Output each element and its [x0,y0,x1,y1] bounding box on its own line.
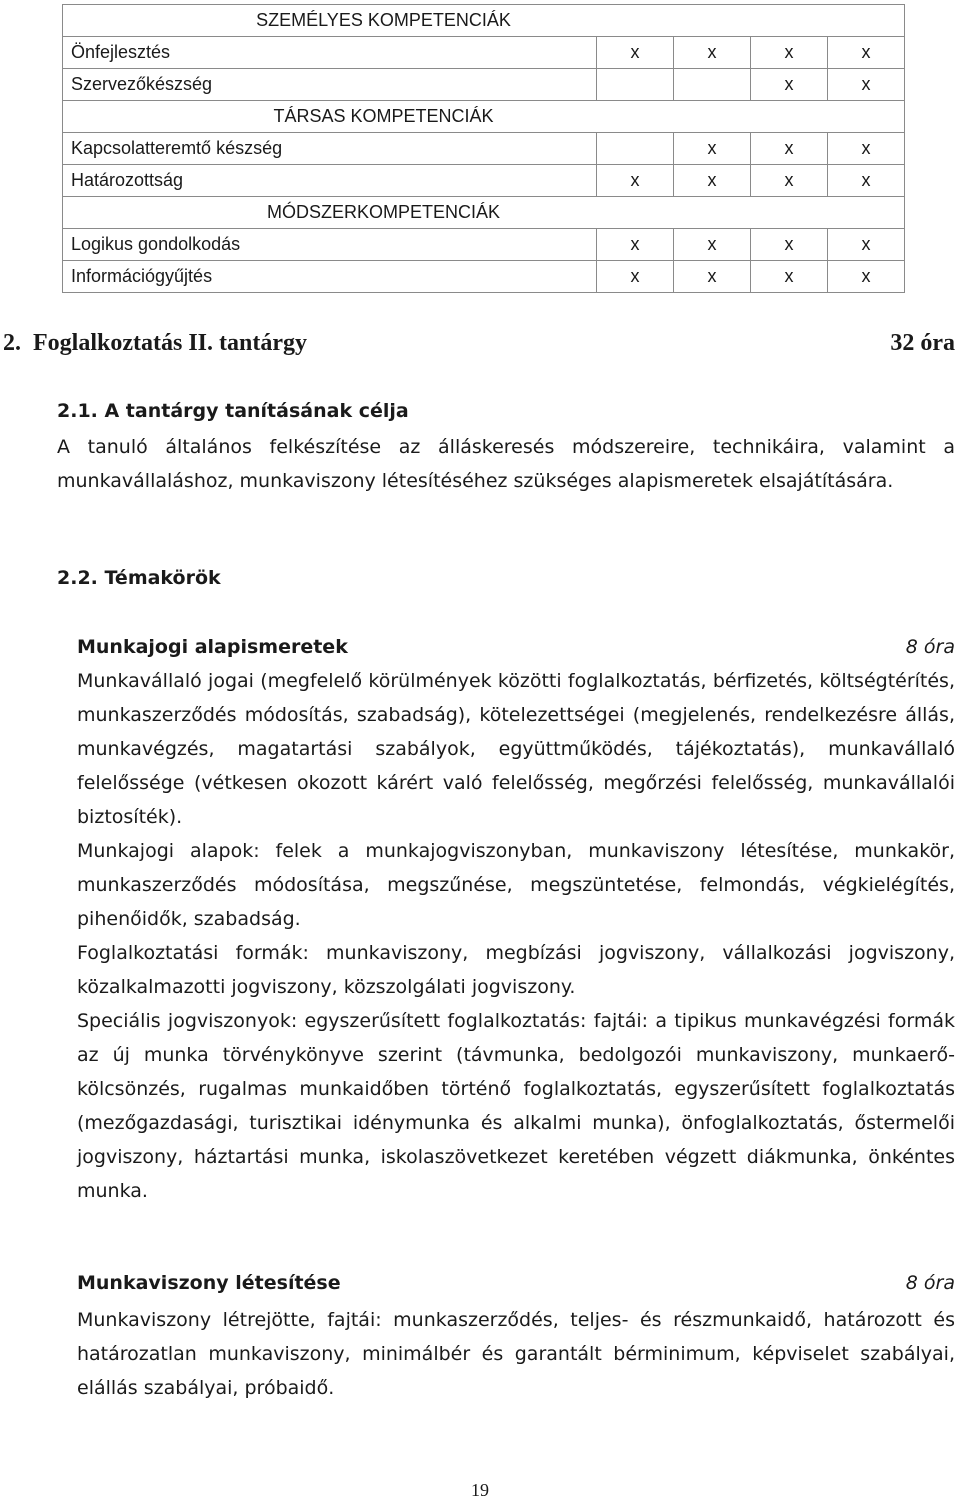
table-cell-label: Kapcsolatteremtő készség [63,133,597,165]
table-group-header [63,5,905,37]
table-row [63,165,905,197]
table-cell-mark: x [674,133,751,165]
topic-hours: 8 óra [905,1272,955,1294]
table-row [63,133,905,165]
topic-title: Munkaviszony létesítése [77,1272,341,1294]
table-cell-mark: x [597,229,674,261]
table-group-header [63,101,905,133]
table-cell-mark: x [828,165,905,197]
table-cell-mark [597,133,674,165]
topic-body [77,1303,955,1405]
table-cell-label: Logikus gondolkodás [63,229,597,261]
topic-title: Munkajogi alapismeretek [77,636,348,658]
table-cell-mark: x [751,165,828,197]
table-cell-mark: x [597,37,674,69]
goal-text: A tanuló általános felkészítése az álláskeresés módszereire, technikáira, valamint a munkavállaláshoz, munkaviszony létesítéséhez szükséges alapismeretek elsajátítására. [57,436,955,492]
topic-paragraph: Speciális jogviszonyok: egyszerűsített foglalkoztatás: fajtái: a tipikus munkavégzési formák az új munka törvénykönyve szerint (távmunka, bedolgozói munkaviszony, munkaerő-kölcsönzés, rugalmas munkaidőben történő foglalkoztatás, egyszerűsített foglalkoztatás (mezőgazdasági, turisztikai idénymunka és alkalmi munka), önfoglalkoztatás, őstermelői jogviszony, háztartási munka, iskolaszövetkezet keretében végzett diákmunka, önkéntes munka. [77,1010,955,1202]
goal-heading: 2.1. A tantárgy tanításának célja [57,400,409,422]
table-group-label: TÁRSAS KOMPETENCIÁK [273,106,494,126]
topic-heading [77,1272,955,1294]
table-cell-mark: x [674,165,751,197]
section-heading [3,330,955,357]
table-cell-mark: x [674,229,751,261]
topic-heading [77,636,955,658]
topic-paragraph: Munkajogi alapok: felek a munkajogviszonyban, munkaviszony létesítése, munkakör, munkaszerződés módosítása, megszűnése, megszüntetése, felmondás, végkielégítés, pihenőidők, szabadság. [77,840,955,930]
table-cell-mark: x [828,229,905,261]
table-cell-mark: x [751,261,828,293]
table-cell-label: Szervezőkészség [63,69,597,101]
table-cell-mark: x [751,69,828,101]
table-row [63,37,905,69]
table-cell-mark: x [674,37,751,69]
table-cell-mark: x [597,261,674,293]
section-title: 2. Foglalkoztatás II. tantárgy [3,330,307,356]
table-row [63,229,905,261]
competence-table-body [63,5,905,293]
topic-hours: 8 óra [905,636,955,658]
table-cell-mark: x [597,165,674,197]
table-cell-label: Önfejlesztés [63,37,597,69]
table-cell-mark: x [751,37,828,69]
table-header-row [63,101,905,133]
table-cell-mark: x [674,261,751,293]
topics-heading: 2.2. Témakörök [57,567,221,589]
table-cell-mark: x [828,37,905,69]
table-group-label: SZEMÉLYES KOMPETENCIÁK [256,10,511,30]
table-cell-mark [597,69,674,101]
section-hours: 32 óra [890,330,955,356]
table-cell-mark: x [828,261,905,293]
table-group-header [63,197,905,229]
page-number: 19 [471,1480,489,1500]
table-cell-mark: x [828,69,905,101]
table-row [63,261,905,293]
topic-paragraph: Munkavállaló jogai (megfelelő körülmények közötti foglalkoztatás, bérfizetés, költségtérítés, munkaszerződés módosítás, szabadság), kötelezettségei (megjelenés, rendelkezésre állás, munkavégzés, magatartási szabályok, együttműködés, tájékoztatás), munkavállaló felelőssége (vétkesen okozott kárért való felelősség, megőrzési felelősség, munkavállalói biztosíték). [77,670,955,828]
table-cell-mark: x [751,133,828,165]
table-cell-mark: x [828,133,905,165]
table-cell-label: Információgyűjtés [63,261,597,293]
competence-table [62,4,905,293]
table-cell-label: Határozottság [63,165,597,197]
table-group-label: MÓDSZERKOMPETENCIÁK [266,202,501,222]
topic-body [77,664,955,1208]
topic-paragraph: Foglalkoztatási formák: munkaviszony, megbízási jogviszony, vállalkozási jogviszony, közalkalmazotti jogviszony, közszolgálati jogviszony. [77,942,955,998]
table-row [63,69,905,101]
table-cell-mark: x [751,229,828,261]
table-cell-mark [674,69,751,101]
table-header-row [63,5,905,37]
table-header-row [63,197,905,229]
topic-paragraph: Munkaviszony létrejötte, fajtái: munkaszerződés, teljes- és részmunkaidő, határozott és határozatlan munkaviszony, minimálbér és garantált bérminimum, képviselet szabályai, elállás szabályai, próbaidő. [77,1309,955,1399]
